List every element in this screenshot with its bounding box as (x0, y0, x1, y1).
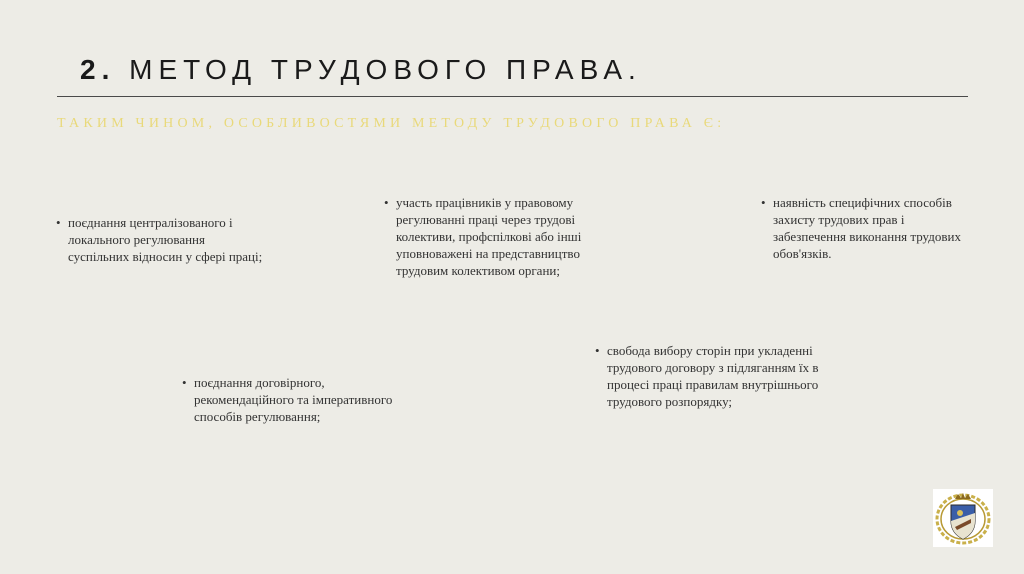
slide-title (80, 54, 642, 86)
bullet-contractual-recommendational-imperative (182, 374, 394, 425)
university-emblem-icon (933, 489, 993, 547)
bullet-marker: • (384, 195, 389, 210)
bullet-text: наявність специфічних способів захисту трудових прав і забезпечення виконання трудових обов'язків. (773, 195, 961, 261)
bullet-centralized-local-regulation (56, 214, 268, 265)
title-divider (57, 96, 968, 97)
bullet-text: поєднання централізованого і локального регулювання суспільних відносин у сфері праці; (68, 215, 263, 264)
bullet-specific-protection-methods (761, 194, 973, 262)
bullet-marker: • (595, 343, 600, 358)
bullet-freedom-of-choice (595, 342, 827, 410)
slide-title-text: МЕТОД ТРУДОВОГО ПРАВА. (129, 54, 642, 85)
slide-subtitle: ТАКИМ ЧИНОМ, ОСОБЛИВОСТЯМИ МЕТОДУ ТРУДОВОГО ПРАВА Є: (57, 116, 726, 131)
emblem-graphic (933, 489, 993, 547)
bullet-text: свобода вибору сторін при укладенні трудового договору з підляганням їх в процесі праці правилам внутрішнього трудового розпорядку; (607, 343, 819, 409)
bullet-text: поєднання договірного, рекомендаційного та імперативного способів регулювання; (194, 375, 393, 424)
bullet-marker: • (182, 375, 187, 390)
bullet-text: участь працівників у правовому регулюванні праці через трудові колективи, профспілкові або інші уповноважені на представництво трудовим колективом органи; (396, 195, 582, 278)
slide-title-number: 2. (80, 54, 116, 85)
bullet-marker: • (761, 195, 766, 210)
bullet-marker: • (56, 215, 61, 230)
bullet-employee-participation (384, 194, 606, 279)
